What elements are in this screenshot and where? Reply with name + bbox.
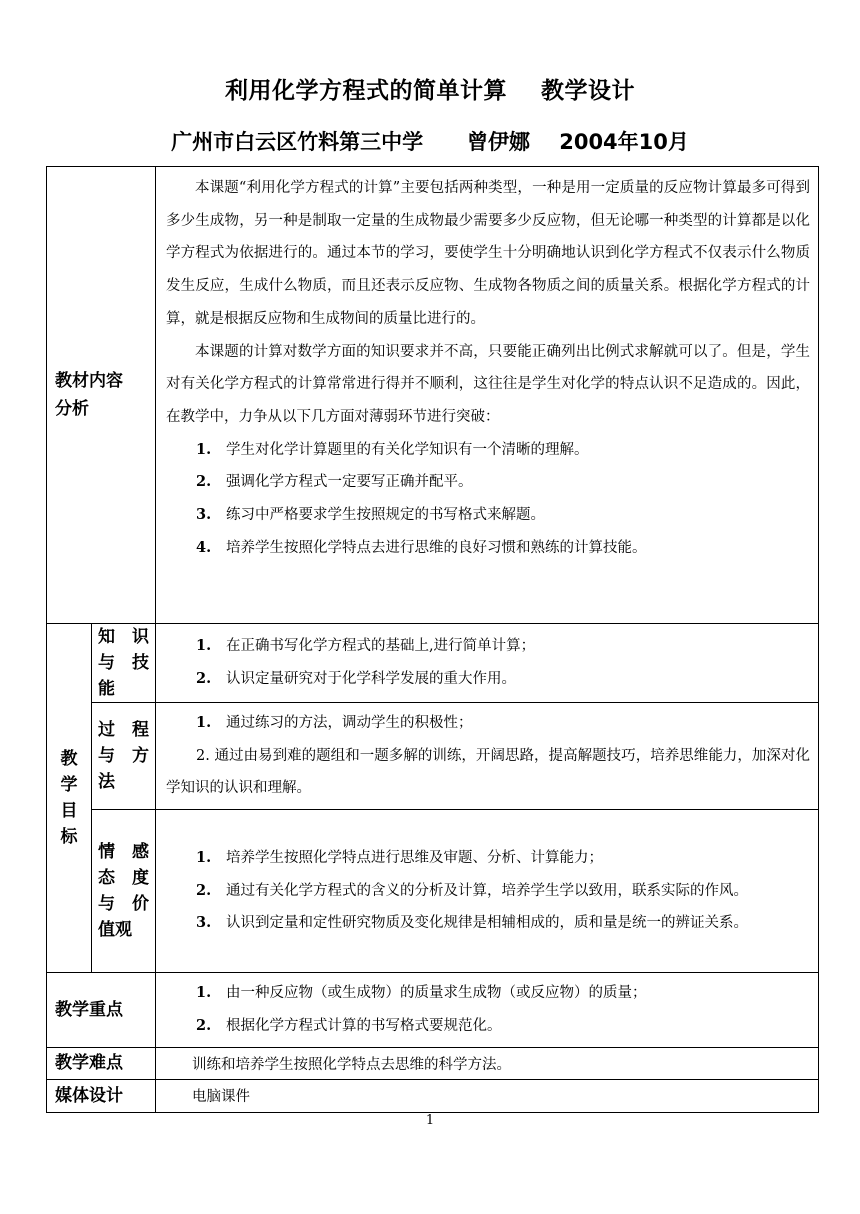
- item-number: 1.: [196, 637, 212, 655]
- emotion-label-line: 态 度: [98, 868, 149, 889]
- emotion-item: [166, 907, 810, 940]
- goals-label-char: 学: [60, 775, 78, 796]
- key-points-label: 教学重点: [47, 973, 156, 1047]
- knowledge-skills-label: [92, 624, 156, 703]
- item-text: 强调化学方程式一定要写正确并配平。: [226, 474, 473, 491]
- difficulty-content: 训练和培养学生按照化学特点去思维的科学方法。: [156, 1047, 819, 1079]
- analysis-label: [47, 167, 156, 624]
- emotion-label-line: 值观: [98, 920, 132, 941]
- item-number: 2.: [196, 473, 212, 491]
- analysis-item: [166, 466, 810, 499]
- knowledge-item: [166, 663, 810, 696]
- knowledge-label-line: 与 技: [98, 653, 149, 673]
- process-label-line: 法: [98, 772, 115, 793]
- goals-emotion-row: [47, 810, 819, 973]
- process-item: [166, 707, 810, 740]
- item-text: 通过练习的方法，调动学生的积极性；: [226, 715, 473, 731]
- key-point-item: [166, 1010, 810, 1043]
- goals-knowledge-row: [47, 624, 819, 703]
- knowledge-label-line: 能: [98, 679, 115, 699]
- media-label: 媒体设计: [47, 1079, 156, 1112]
- goals-label-char: 目: [60, 801, 78, 822]
- difficulty-label: 教学难点: [47, 1047, 156, 1079]
- item-text: 认识定量研究对于化学科学发展的重大作用。: [226, 671, 516, 687]
- goals-label-char: 标: [60, 827, 78, 848]
- knowledge-item: [166, 630, 810, 663]
- media-row: [47, 1079, 819, 1112]
- analysis-item: [166, 499, 810, 532]
- analysis-content: [156, 167, 819, 624]
- knowledge-label-line: 知 识: [98, 627, 149, 647]
- analysis-item: [166, 532, 810, 565]
- process-paragraph: 2. 通过由易到难的题组和一题多解的训练，开阔思路，提高解题技巧，培养思维能力，加深对化学知识的认识和理解。: [166, 747, 810, 797]
- item-text: 培养学生按照化学特点去进行思维的良好习惯和熟练的计算技能。: [226, 539, 647, 556]
- analysis-row: [47, 167, 819, 624]
- analysis-item: [166, 434, 810, 467]
- process-label-line: 过 程: [98, 720, 149, 741]
- page-number: 1: [425, 1113, 435, 1128]
- item-number: 1.: [196, 440, 212, 458]
- goals-label: [47, 624, 92, 973]
- key-points-row: [47, 973, 819, 1047]
- key-point-item: [166, 977, 810, 1010]
- item-text: 培养学生按照化学特点进行思维及审题、分析、计算能力；: [226, 850, 603, 867]
- process-label-line: 与 方: [98, 746, 149, 767]
- item-number: 3.: [196, 506, 212, 524]
- item-number: 2.: [196, 1016, 212, 1034]
- analysis-label-line: 教材内容: [55, 371, 123, 391]
- analysis-label-line: 分析: [55, 399, 89, 419]
- item-number: 1.: [196, 714, 212, 731]
- emotion-item: [166, 842, 810, 875]
- analysis-paragraph: 本课题的计算对数学方面的知识要求并不高，只要能正确列出比例式求解就可以了。但是，学生对有关化学方程式的计算常常进行得并不顺利，这往往是学生对化学的特点认识不足造成的。因此，在教学中，力争从以下几方面对薄弱环节进行突破：: [166, 343, 810, 425]
- lesson-plan-table: [46, 166, 819, 1113]
- item-text: 练习中严格要求学生按照规定的书写格式来解题。: [226, 507, 545, 524]
- item-text: 通过有关化学方程式的含义的分析及计算，培养学生学以致用，联系实际的作风。: [226, 882, 748, 899]
- knowledge-skills-content: [156, 624, 819, 703]
- item-text: 根据化学方程式计算的书写格式要规范化。: [226, 1017, 502, 1034]
- emotion-label-line: 情 感: [98, 842, 149, 863]
- emotion-values-content: [156, 810, 819, 973]
- difficulty-row: [47, 1047, 819, 1079]
- emotion-values-label: [92, 810, 156, 973]
- item-text: 由一种反应物（或生成物）的质量求生成物（或反应物）的质量；: [226, 985, 647, 1002]
- item-number: 1.: [196, 984, 212, 1002]
- goals-label-char: 教: [60, 749, 78, 770]
- analysis-paragraph: 本课题“利用化学方程式的计算”主要包括两种类型，一种是用一定质量的反应物计算最多可得到多少生成物，另一种是制取一定量的生成物最少需要多少反应物，但无论哪一种类型的计算都是以化学方程式为依据进行的。通过本节的学习，要使学生十分明确地认识到化学方程式不仅表示什么物质发生反应，生成什么物质，而且还表示反应物、生成物各物质之间的质量关系。根据化学方程式的计算，就是根据反应物和生成物间的质量比进行的。: [166, 180, 810, 327]
- item-text: 在正确书写化学方程式的基础上,进行简单计算；: [226, 638, 536, 655]
- goals-process-row: [47, 703, 819, 810]
- item-text: 认识到定量和定性研究物质及变化规律是相辅相成的，质和量是统一的辨证关系。: [226, 915, 748, 932]
- item-number: 4.: [196, 538, 212, 556]
- item-number: 2.: [196, 881, 212, 899]
- process-methods-content: [156, 703, 819, 810]
- emotion-item: [166, 875, 810, 908]
- document-subtitle: 广州市白云区竹料第三中学 曾伊娜 2004年10月: [171, 130, 689, 154]
- document-title: 利用化学方程式的简单计算 教学设计: [224, 78, 636, 104]
- emotion-label-line: 与 价: [98, 894, 149, 915]
- media-content: 电脑课件: [156, 1079, 819, 1112]
- item-number: 2.: [196, 670, 212, 687]
- item-number: 1.: [196, 849, 212, 867]
- item-text: 学生对化学计算题里的有关化学知识有一个清晰的理解。: [226, 441, 589, 458]
- process-methods-label: [92, 703, 156, 810]
- item-number: 3.: [196, 914, 212, 932]
- key-points-content: [156, 973, 819, 1047]
